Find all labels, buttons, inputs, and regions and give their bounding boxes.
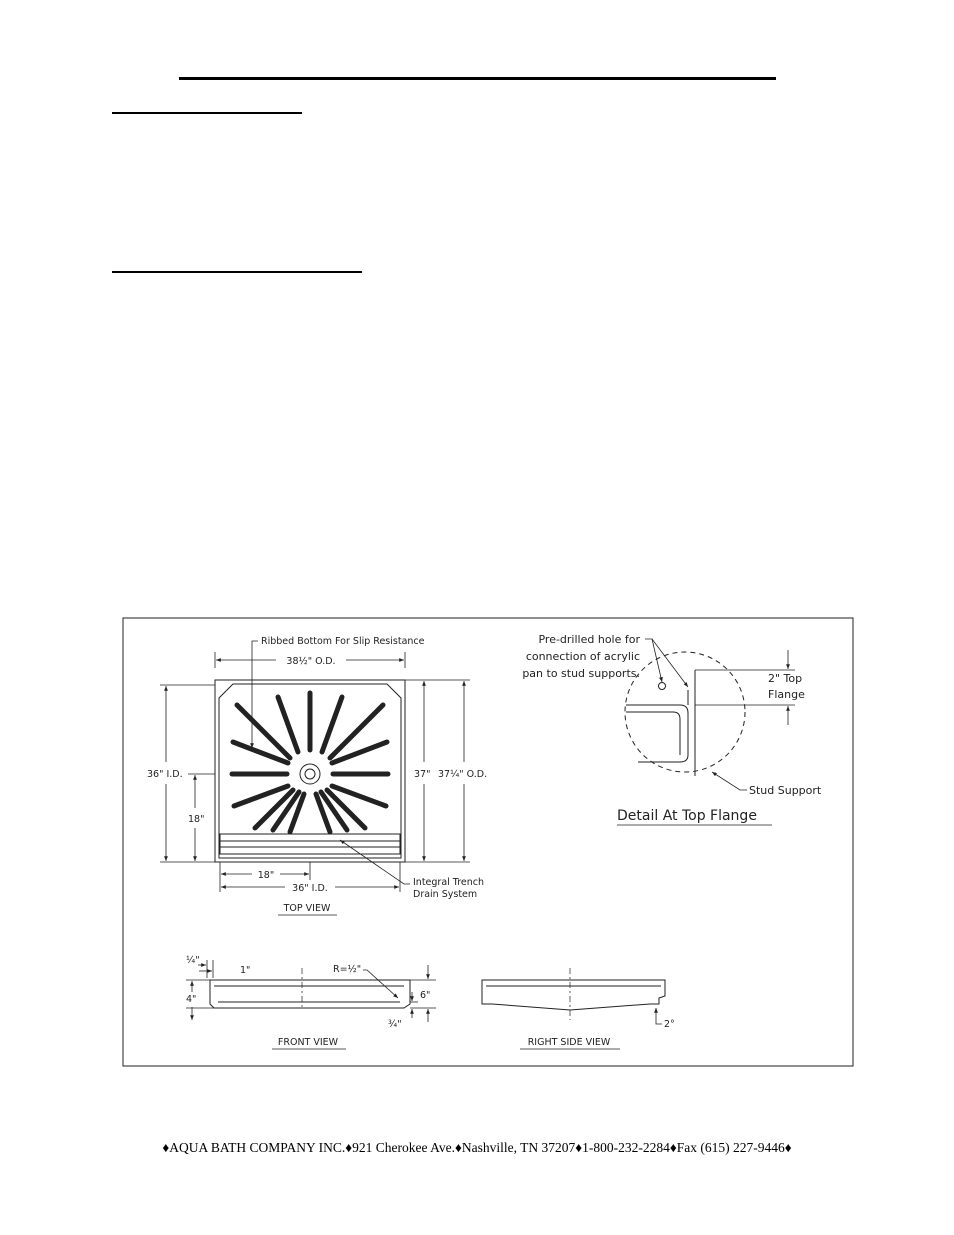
top-view-labels	[147, 636, 487, 914]
six-inch-label: 6"	[420, 990, 431, 1001]
front-view	[186, 960, 436, 1049]
drain-inner	[305, 769, 315, 779]
four-inch-label: 4"	[186, 994, 197, 1005]
hole-note-3: pan to stud supports.	[522, 667, 640, 680]
two-deg-label: 2°	[664, 1019, 675, 1030]
pre-drilled-hole	[659, 683, 666, 690]
side-view-labels	[528, 1019, 675, 1048]
three-quarter-label: ¾"	[388, 1019, 402, 1030]
trench-drain	[220, 834, 400, 854]
flange-note-2: Flange	[768, 688, 805, 701]
height-37-label: 37"	[414, 769, 431, 780]
hole-note-1: Pre-drilled hole for	[538, 633, 640, 646]
trench-note-1: Integral Trench	[413, 877, 485, 888]
front-view-label: FRONT VIEW	[277, 1037, 339, 1048]
company-footer: ♦AQUA BATH COMPANY INC.♦921 Cherokee Ave.♦Nashville, TN 37207♦1-800-232-2284♦Fax (615) 227-9446♦	[162, 1140, 792, 1155]
front-profile	[210, 980, 410, 1008]
flange-note-1: 2" Top	[768, 672, 803, 685]
drain-outer	[300, 764, 320, 784]
side-profile	[482, 980, 665, 1010]
radius-label: R=½"	[333, 964, 362, 975]
half-left-label: 18"	[188, 814, 205, 825]
flange-detail	[617, 639, 795, 825]
stud-note: Stud Support	[749, 784, 822, 797]
side-view-label: RIGHT SIDE VIEW	[527, 1037, 611, 1048]
ribbed-note: Ribbed Bottom For Slip Resistance	[261, 636, 425, 647]
id-bottom-label: 36" I.D.	[292, 883, 328, 894]
one-inch-label: 1"	[240, 965, 251, 976]
detail-title: Detail At Top Flange	[617, 808, 757, 824]
quarter-label: ¼"	[186, 955, 200, 966]
top-view-label: TOP VIEW	[283, 903, 331, 914]
half-bottom-label: 18"	[257, 870, 275, 881]
od-width-label: 38½" O.D.	[286, 656, 336, 667]
slip-ribs	[232, 693, 388, 832]
od-height-label: 37¼" O.D.	[438, 769, 488, 780]
id-left-label: 36" I.D.	[147, 769, 183, 780]
detail-labels	[522, 633, 822, 824]
trench-note-2: Drain System	[413, 889, 478, 900]
hole-note-2: connection of acrylic	[525, 650, 640, 663]
